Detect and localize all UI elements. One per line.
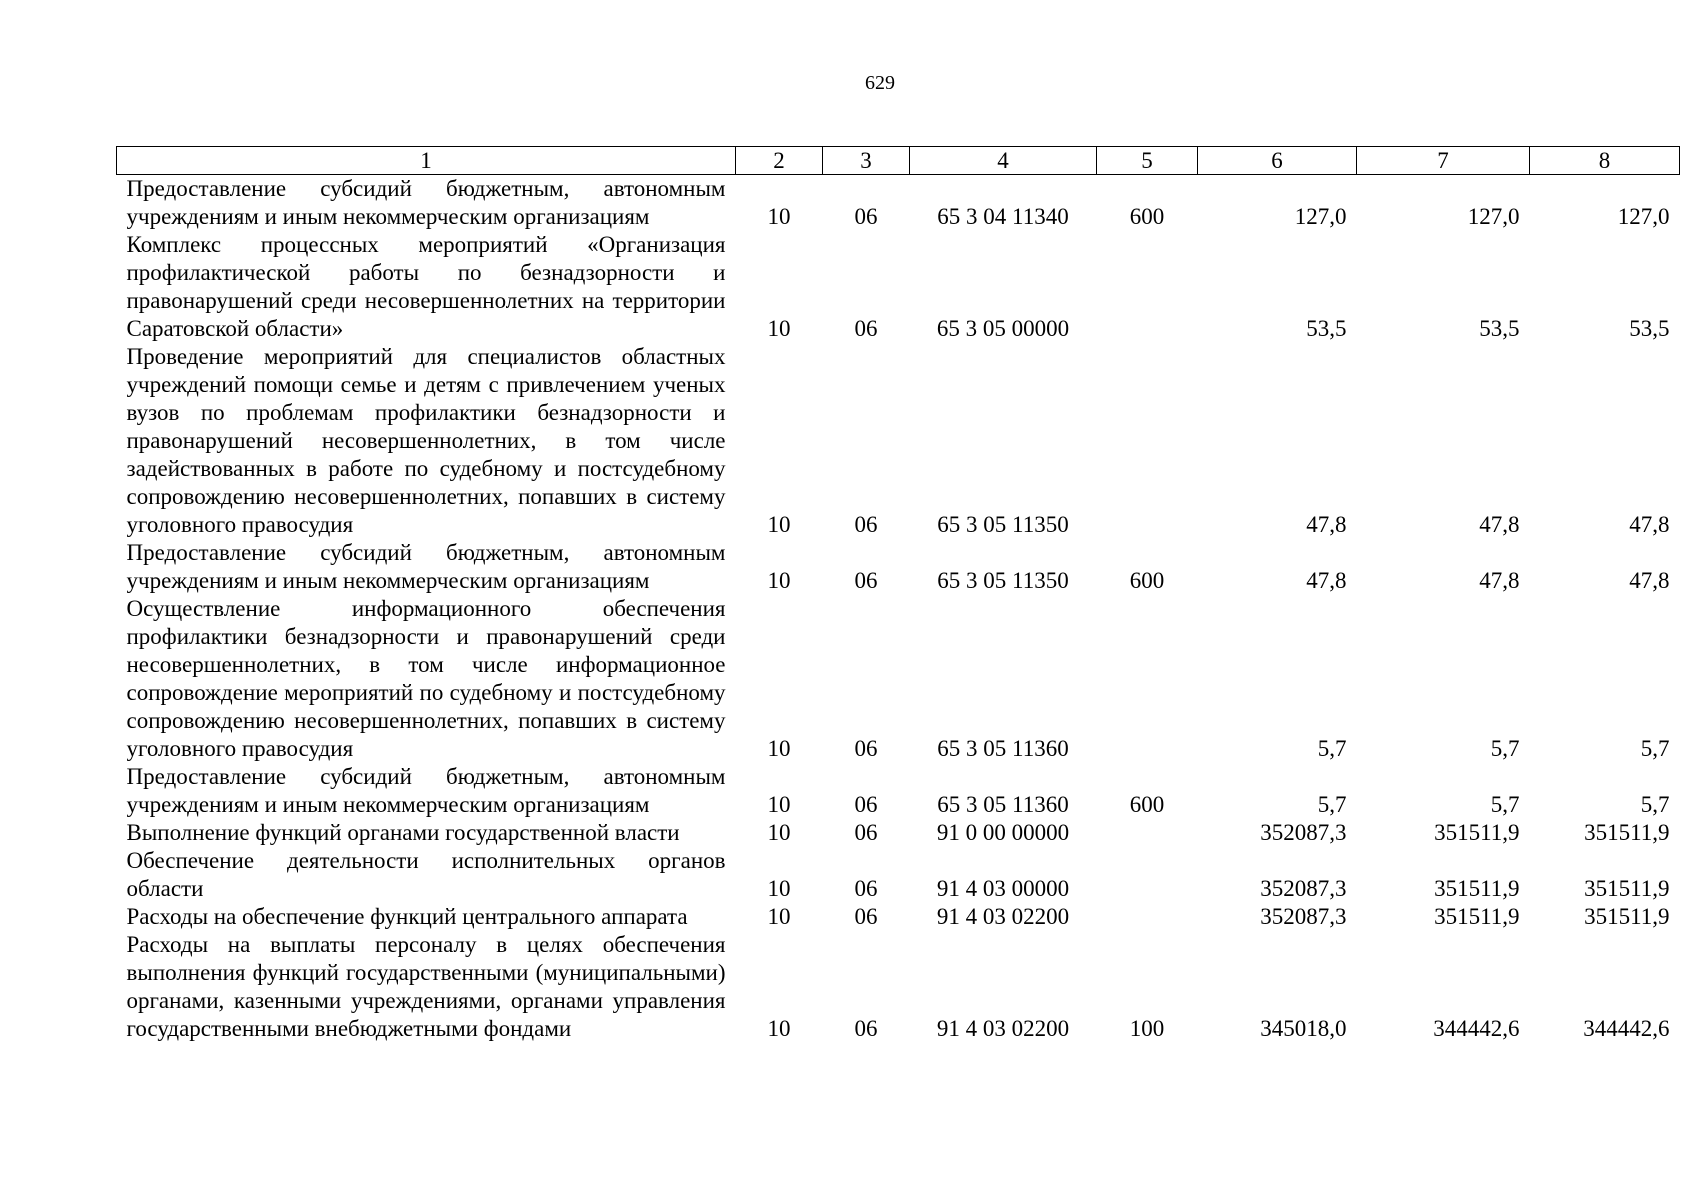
amount-col-8: 5,7 bbox=[1640, 736, 1670, 761]
expense-type-code: 100 bbox=[1129, 1016, 1165, 1041]
target-article-code: 91 4 03 02200 bbox=[936, 1016, 1070, 1041]
section-code: 10 bbox=[767, 316, 791, 341]
amount-col-7: 47,8 bbox=[1479, 512, 1520, 537]
table-row bbox=[117, 343, 1680, 539]
section-code: 10 bbox=[767, 204, 791, 229]
header-cell: 6 bbox=[1198, 147, 1357, 175]
subsection-code: 06 bbox=[854, 792, 878, 817]
section-code: 10 bbox=[767, 820, 791, 845]
amount-col-6: 5,7 bbox=[1317, 792, 1347, 817]
header-cell: 7 bbox=[1357, 147, 1530, 175]
table-row bbox=[117, 539, 1680, 595]
subsection-code: 06 bbox=[854, 904, 878, 929]
target-article-code: 65 3 05 11350 bbox=[937, 512, 1069, 537]
header-row bbox=[117, 147, 1680, 175]
target-article-code: 65 3 04 11340 bbox=[937, 204, 1069, 229]
amount-col-7: 47,8 bbox=[1479, 568, 1520, 593]
amount-col-7: 5,7 bbox=[1490, 792, 1520, 817]
subsection-code: 06 bbox=[854, 204, 878, 229]
row-description: Предоставление субсидий бюджетным, автономным учреждениям и иным некоммерческим организациям bbox=[126, 540, 726, 593]
row-description: Предоставление субсидий бюджетным, автономным учреждениям и иным некоммерческим организациям bbox=[126, 764, 726, 817]
section-code: 10 bbox=[767, 904, 791, 929]
header-cell: 1 bbox=[117, 147, 736, 175]
subsection-code: 06 bbox=[854, 512, 878, 537]
header-cell: 8 bbox=[1530, 147, 1680, 175]
table-row bbox=[117, 819, 1680, 847]
amount-col-8: 53,5 bbox=[1629, 316, 1670, 341]
table-row bbox=[117, 175, 1680, 232]
target-article-code: 65 3 05 11360 bbox=[937, 792, 1069, 817]
section-code: 10 bbox=[767, 568, 791, 593]
amount-col-8: 47,8 bbox=[1629, 568, 1670, 593]
amount-col-8: 351511,9 bbox=[1584, 904, 1670, 929]
amount-col-8: 127,0 bbox=[1617, 204, 1670, 229]
amount-col-7: 351511,9 bbox=[1434, 820, 1520, 845]
expense-type-code bbox=[1097, 847, 1198, 903]
subsection-code: 06 bbox=[854, 736, 878, 761]
subsection-code: 06 bbox=[854, 316, 878, 341]
target-article-code: 91 4 03 02200 bbox=[936, 904, 1070, 929]
amount-col-8: 47,8 bbox=[1629, 512, 1670, 537]
header-cell: 3 bbox=[823, 147, 910, 175]
subsection-code: 06 bbox=[854, 820, 878, 845]
row-description: Комплекс процессных мероприятий «Организация профилактической работы по безнадзорности и правонарушений среди несовершеннолетних на территории Саратовской области» bbox=[126, 232, 726, 341]
row-description: Предоставление субсидий бюджетным, автономным учреждениям и иным некоммерческим организациям bbox=[126, 176, 726, 229]
expense-type-code: 600 bbox=[1129, 568, 1165, 593]
table-row bbox=[117, 763, 1680, 819]
table-row bbox=[117, 847, 1680, 903]
amount-col-8: 351511,9 bbox=[1584, 876, 1670, 901]
amount-col-6: 352087,3 bbox=[1260, 876, 1347, 901]
target-article-code: 65 3 05 11350 bbox=[937, 568, 1069, 593]
table-row bbox=[117, 903, 1680, 931]
page-number: 629 bbox=[865, 72, 895, 94]
amount-col-7: 351511,9 bbox=[1434, 876, 1520, 901]
amount-col-8: 351511,9 bbox=[1584, 820, 1670, 845]
amount-col-6: 352087,3 bbox=[1260, 820, 1347, 845]
subsection-code: 06 bbox=[854, 876, 878, 901]
amount-col-6: 345018,0 bbox=[1260, 1016, 1347, 1041]
row-description: Расходы на обеспечение функций центрального аппарата bbox=[126, 904, 688, 929]
expense-type-code bbox=[1097, 595, 1198, 763]
amount-col-6: 352087,3 bbox=[1260, 904, 1347, 929]
subsection-code: 06 bbox=[854, 1016, 878, 1041]
expense-type-code: 600 bbox=[1129, 792, 1165, 817]
expense-type-code bbox=[1097, 231, 1198, 343]
amount-col-6: 47,8 bbox=[1306, 512, 1347, 537]
row-description: Расходы на выплаты персоналу в целях обеспечения выполнения функций государственными (муниципальными) органами, казенными учреждениями, органами управления государственными внебюджетными фондами bbox=[126, 932, 726, 1041]
section-code: 10 bbox=[767, 736, 791, 761]
expense-type-code: 600 bbox=[1129, 204, 1165, 229]
budget-table bbox=[116, 146, 1680, 1043]
header-cell: 4 bbox=[910, 147, 1097, 175]
row-description: Обеспечение деятельности исполнительных органов области bbox=[126, 848, 726, 901]
section-code: 10 bbox=[767, 1016, 791, 1041]
amount-col-7: 351511,9 bbox=[1434, 904, 1520, 929]
target-article-code: 91 0 00 00000 bbox=[936, 820, 1070, 845]
expense-type-code bbox=[1097, 819, 1198, 847]
row-description: Выполнение функций органами государственной власти bbox=[126, 820, 680, 845]
section-code: 10 bbox=[767, 792, 791, 817]
amount-col-8: 344442,6 bbox=[1583, 1016, 1670, 1041]
target-article-code: 65 3 05 00000 bbox=[936, 316, 1070, 341]
amount-col-7: 53,5 bbox=[1479, 316, 1520, 341]
table-row bbox=[117, 931, 1680, 1043]
target-article-code: 91 4 03 00000 bbox=[936, 876, 1070, 901]
expense-type-code bbox=[1097, 343, 1198, 539]
target-article-code: 65 3 05 11360 bbox=[937, 736, 1069, 761]
header-cell: 5 bbox=[1097, 147, 1198, 175]
expense-type-code bbox=[1097, 903, 1198, 931]
row-description: Проведение мероприятий для специалистов областных учреждений помощи семье и детям с привлечением ученых вузов по проблемам профилактики безнадзорности и правонарушений несовершеннолетних, в том числе задействованных в работе по судебному и постсудебному сопровождению несовершеннолетних, попавших в систему уголовного правосудия bbox=[126, 344, 726, 537]
amount-col-8: 5,7 bbox=[1640, 792, 1670, 817]
section-code: 10 bbox=[767, 512, 791, 537]
table-row bbox=[117, 231, 1680, 343]
amount-col-7: 5,7 bbox=[1490, 736, 1520, 761]
amount-col-6: 53,5 bbox=[1306, 316, 1347, 341]
header-cell: 2 bbox=[736, 147, 823, 175]
row-description: Осуществление информационного обеспечения профилактики безнадзорности и правонарушений среди несовершеннолетних, в том числе информационное сопровождение мероприятий по судебному и постсудебному сопровождению несовершеннолетних, попавших в систему уголовного правосудия bbox=[126, 596, 726, 761]
table-row bbox=[117, 595, 1680, 763]
amount-col-6: 5,7 bbox=[1317, 736, 1347, 761]
amount-col-7: 127,0 bbox=[1467, 204, 1520, 229]
section-code: 10 bbox=[767, 876, 791, 901]
amount-col-7: 344442,6 bbox=[1433, 1016, 1520, 1041]
subsection-code: 06 bbox=[854, 568, 878, 593]
amount-col-6: 47,8 bbox=[1306, 568, 1347, 593]
amount-col-6: 127,0 bbox=[1294, 204, 1347, 229]
